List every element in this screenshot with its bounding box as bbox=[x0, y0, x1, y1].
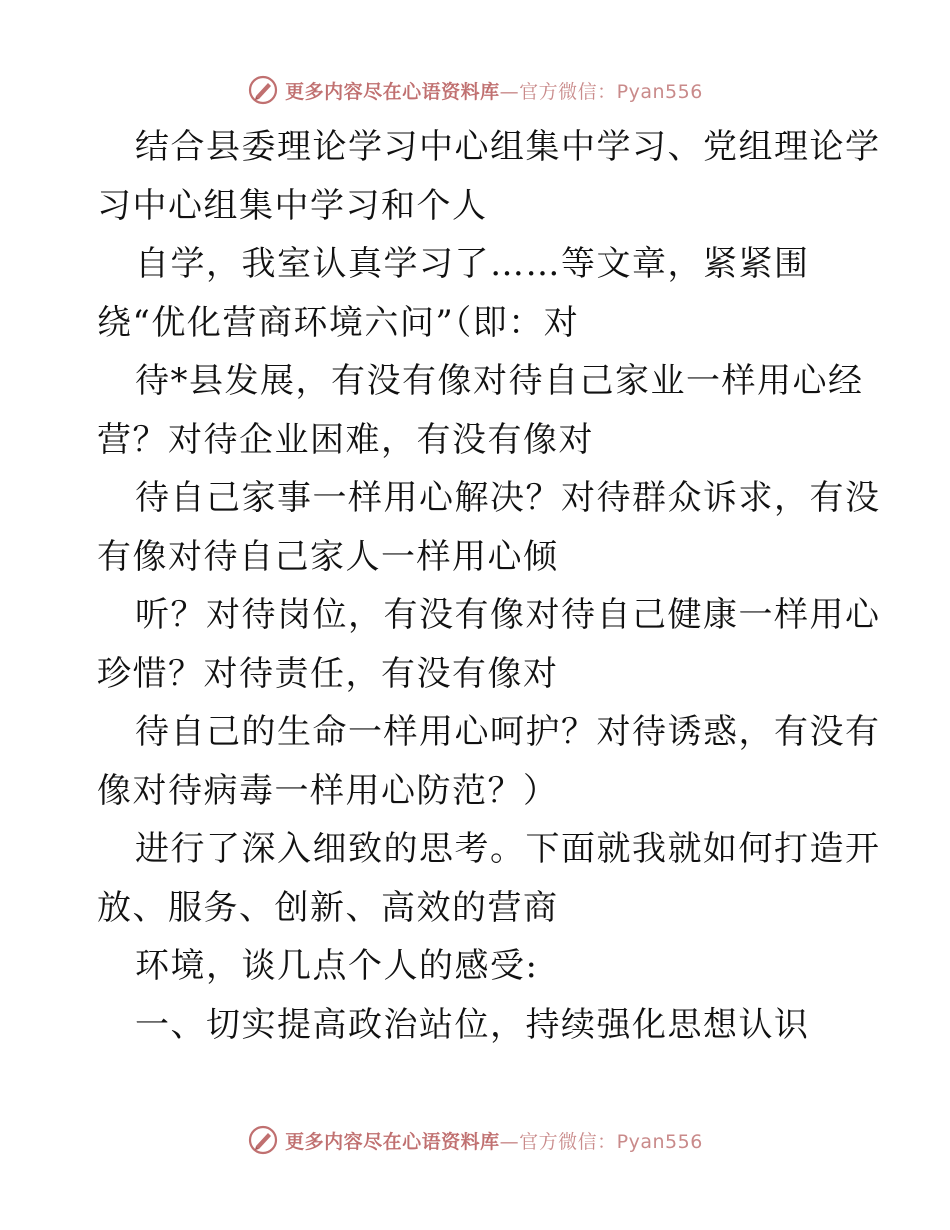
header-watermark bbox=[0, 70, 950, 110]
body-text-line: 听？对待岗位，有没有像对待自己健康一样用心 bbox=[135, 595, 881, 635]
watermark-tail-text: 官方微信：Pyan556 bbox=[519, 1130, 703, 1153]
body-text-line: 待自己的生命一样用心呵护？对待诱惑，有没有 bbox=[135, 712, 881, 752]
body-text-line: 绕“优化营商环境六问”（即：对 bbox=[97, 302, 580, 343]
watermark-main-text: 更多内容尽在心语资料库 bbox=[285, 80, 500, 103]
body-text-line: 一、切实提高政治站位，持续强化思想认识 bbox=[135, 1004, 810, 1045]
body-text-line: 环境，谈几点个人的感受: bbox=[135, 946, 539, 986]
pen-circle-logo-icon bbox=[247, 1124, 279, 1156]
body-text-line: 习中心组集中学习和个人 bbox=[97, 185, 488, 226]
body-text-line: 像对待病毒一样用心防范？） bbox=[97, 770, 559, 811]
body-text-line: 放、服务、创新、高效的营商 bbox=[97, 887, 559, 928]
body-text-line: 珍惜？对待责任，有没有像对 bbox=[97, 653, 559, 694]
body-text-line: 进行了深入细致的思考。下面就我就如何打造开 bbox=[135, 829, 881, 869]
pen-circle-logo-icon bbox=[247, 74, 279, 106]
body-text-line: 结合县委理论学习中心组集中学习、党组理论学 bbox=[135, 127, 881, 167]
watermark-main-text: 更多内容尽在心语资料库 bbox=[285, 1130, 500, 1153]
watermark-tail-text: 官方微信：Pyan556 bbox=[519, 80, 703, 103]
body-text-line: 营？对待企业困难，有没有像对 bbox=[97, 419, 594, 460]
body-text-line: 有像对待自己家人一样用心倾 bbox=[97, 536, 559, 577]
body-text-line: 待*县发展，有没有像对待自己家业一样用心经 bbox=[135, 361, 864, 401]
document-body bbox=[97, 118, 881, 1054]
watermark-separator: — bbox=[499, 1130, 520, 1153]
footer-watermark bbox=[0, 1120, 950, 1160]
body-text-line: 自学，我室认真学习了……等文章，紧紧围 bbox=[135, 244, 810, 284]
watermark-separator: — bbox=[499, 80, 520, 103]
body-text-line: 待自己家事一样用心解决？对待群众诉求，有没 bbox=[135, 478, 881, 518]
